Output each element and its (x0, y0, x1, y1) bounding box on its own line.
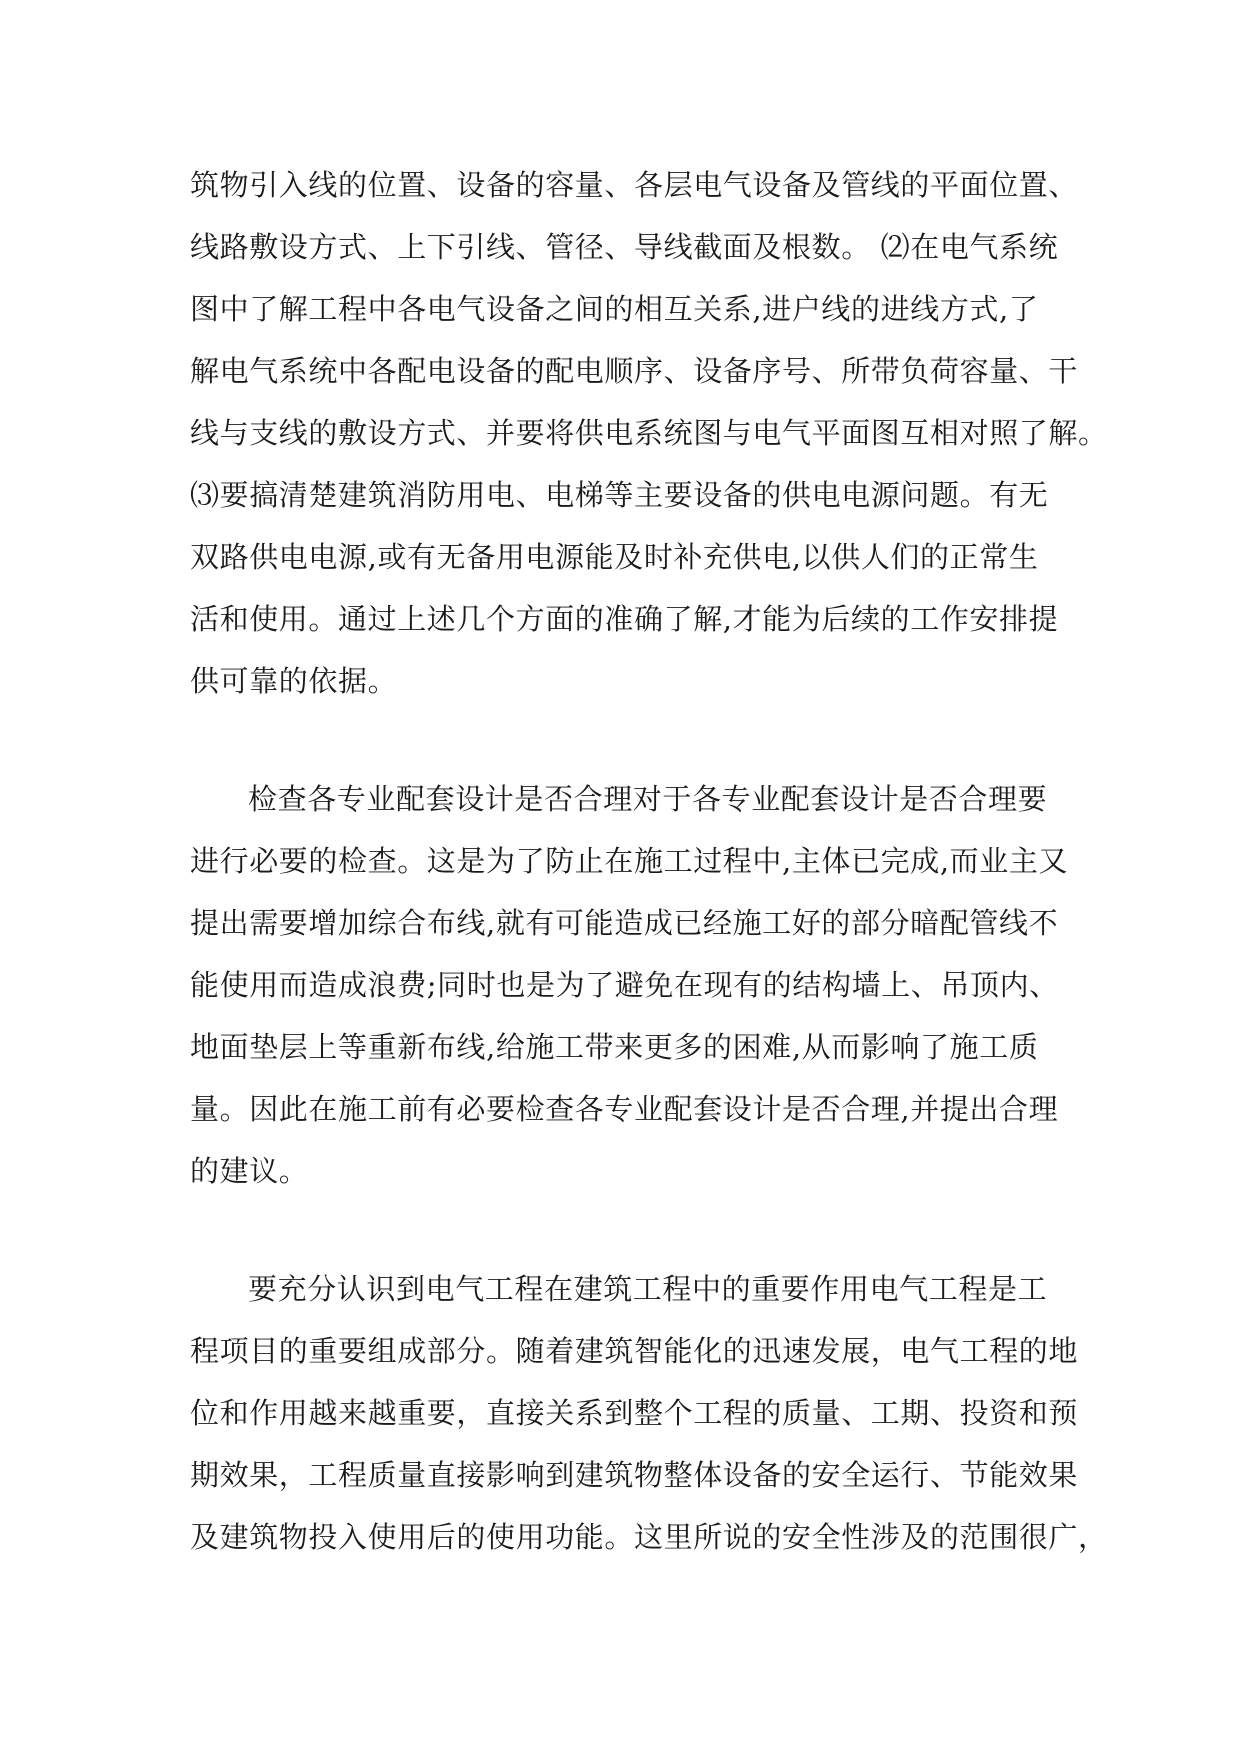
text-line: 量。因此在施工前有必要检查各专业配套设计是否合理,并提出合理 (190, 1092, 1059, 1126)
text-line: 线路敷设方式、上下引线、管径、导线截面及根数。 ⑵在电气系统 (190, 230, 1059, 264)
text-line: 活和使用。通过上述几个方面的准确了解,才能为后续的工作安排提 (190, 602, 1059, 636)
text-line-first: 检查各专业配套设计是否合理对于各专业配套设计是否合理要 (248, 782, 1048, 816)
text-line: 筑物引入线的位置、设备的容量、各层电气设备及管线的平面位置、 (190, 168, 1079, 202)
text-line: 双路供电电源,或有无备用电源能及时补充供电,以供人们的正常生 (190, 540, 1039, 574)
text-line-first: 要充分认识到电气工程在建筑工程中的重要作用电气工程是工 (248, 1272, 1048, 1306)
paragraph-3 (190, 1258, 1108, 1568)
text-line: 供可靠的依据。 (190, 664, 398, 698)
text-line: 程项目的重要组成部分。随着建筑智能化的迅速发展，电气工程的地 (190, 1334, 1079, 1368)
text-line: 的建议。 (190, 1154, 309, 1188)
paragraph-2 (190, 768, 1070, 1202)
text-line: 解电气系统中各配电设备的配电顺序、设备序号、所带负荷容量、干 (190, 354, 1079, 388)
text-line: 图中了解工程中各电气设备之间的相互关系,进户线的进线方式,了 (190, 292, 1039, 326)
text-line: 及建筑物投入使用后的使用功能。这里所说的安全性涉及的范围很广， (190, 1520, 1108, 1554)
text-line: 线与支线的敷设方式、并要将供电系统图与电气平面图互相对照了解。 (190, 416, 1108, 450)
text-line: 进行必要的检查。这是为了防止在施工过程中,主体已完成,而业主又 (190, 844, 1069, 878)
paragraph-1 (190, 154, 1108, 712)
text-line: 提出需要增加综合布线,就有可能造成已经施工好的部分暗配管线不 (190, 906, 1059, 940)
text-line: 能使用而造成浪费;同时也是为了避免在现有的结构墙上、吊顶内、 (190, 968, 1059, 1002)
text-line: 期效果，工程质量直接影响到建筑物整体设备的安全运行、节能效果 (190, 1458, 1079, 1492)
text-line: 位和作用越来越重要，直接关系到整个工程的质量、工期、投资和预 (190, 1396, 1079, 1430)
text-line: ⑶要搞清楚建筑消防用电、电梯等主要设备的供电电源问题。有无 (190, 478, 1049, 512)
text-line: 地面垫层上等重新布线,给施工带来更多的困难,从而影响了施工质 (190, 1030, 1039, 1064)
